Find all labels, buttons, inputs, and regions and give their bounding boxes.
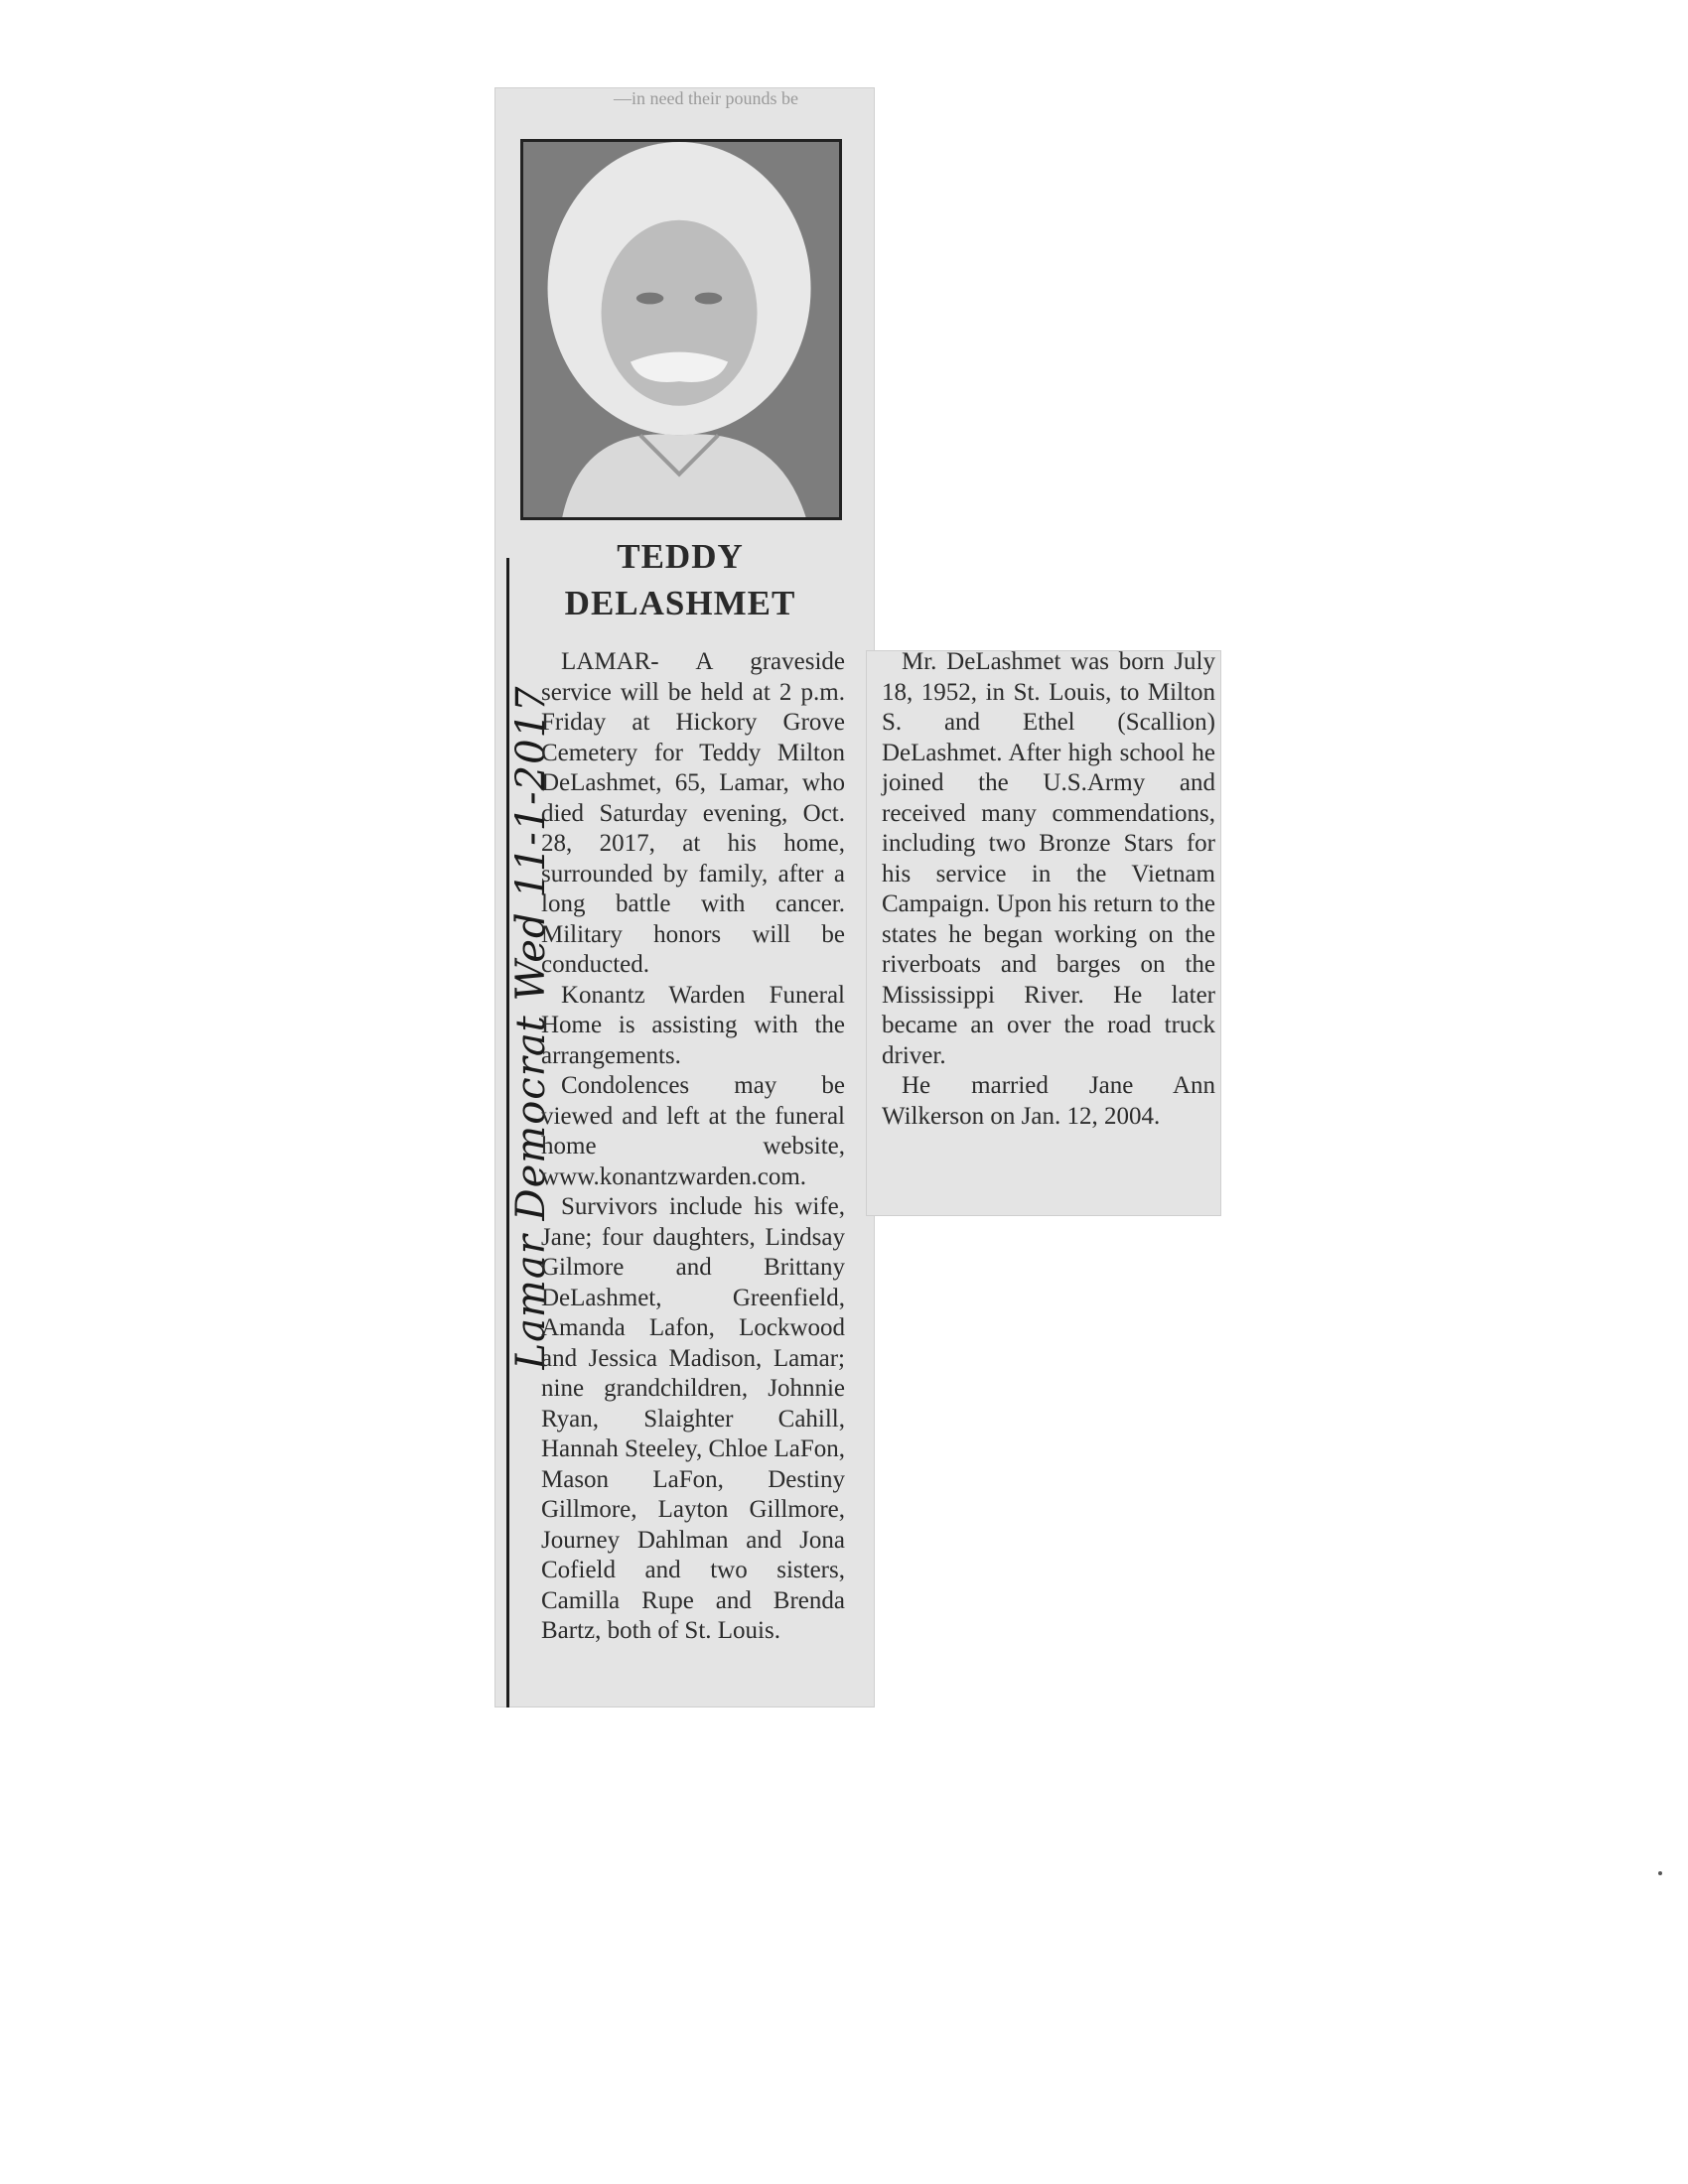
paragraph-biography: Mr. DeLashmet was born July 18, 1952, in St. Louis, to Milton S. and Ethel (Scallion) DeLashmet. After high school he joined the U.S.Army and received many commendations, including two Bronze Stars for his service in the Vietnam Campaign. Upon his return to the states he began working on the riverboats and barges on the Mississippi River. He later became an over the road truck driver. [882, 648, 1215, 1069]
paragraph-survivors: Survivors include his wife, Jane; four daughters, Lindsay Gilmore and Brittany DeLashmet, Greenfield, Amanda Lafon, Lockwood and Jessica Madison, Lamar; nine grandchildren, Johnnie Ryan, Slaighter Cahill, Hannah Steeley, Chloe LaFon, Mason LaFon, Destiny Gillmore, Layton Gillmore, Journey Dahlman and Jona Cofield and two sisters, Camilla Rupe and Brenda Bartz, both of St. Louis. [541, 1193, 845, 1644]
paragraph-funeral-home: Konantz Warden Funeral Home is assisting with the arrangements. [541, 981, 845, 1069]
headline-first-name: TEDDY [617, 537, 744, 576]
handwritten-date-note: Lamar Democrat Wed 11-1-2017 [508, 685, 554, 1370]
paragraph-condolences: Condolences may be viewed and left at the funeral home website, www.konantzwarden.com. [541, 1072, 845, 1190]
paragraph-marriage: He married Jane Ann Wilkerson on Jan. 12, 2004. [882, 1072, 1215, 1130]
torn-top-text: —in need their pounds be [614, 88, 798, 108]
obituary-headline [516, 533, 844, 626]
scan-speck [1658, 1871, 1662, 1875]
paragraph-service: LAMAR- A graveside service will be held at 2 p.m. Friday at Hickory Grove Cemetery for Teddy Milton DeLashmet, 65, Lamar, who died Saturday evening, Oct. 28, 2017, at his home, surrounded by family, after a long battle with cancer. Military honors will be conducted. [541, 648, 845, 978]
obituary-left-text [541, 647, 845, 1647]
portrait-photo [520, 139, 842, 520]
headline-last-name: DELASHMET [564, 584, 796, 622]
portrait-photo-icon [523, 142, 839, 517]
obituary-right-text [882, 647, 1215, 1132]
